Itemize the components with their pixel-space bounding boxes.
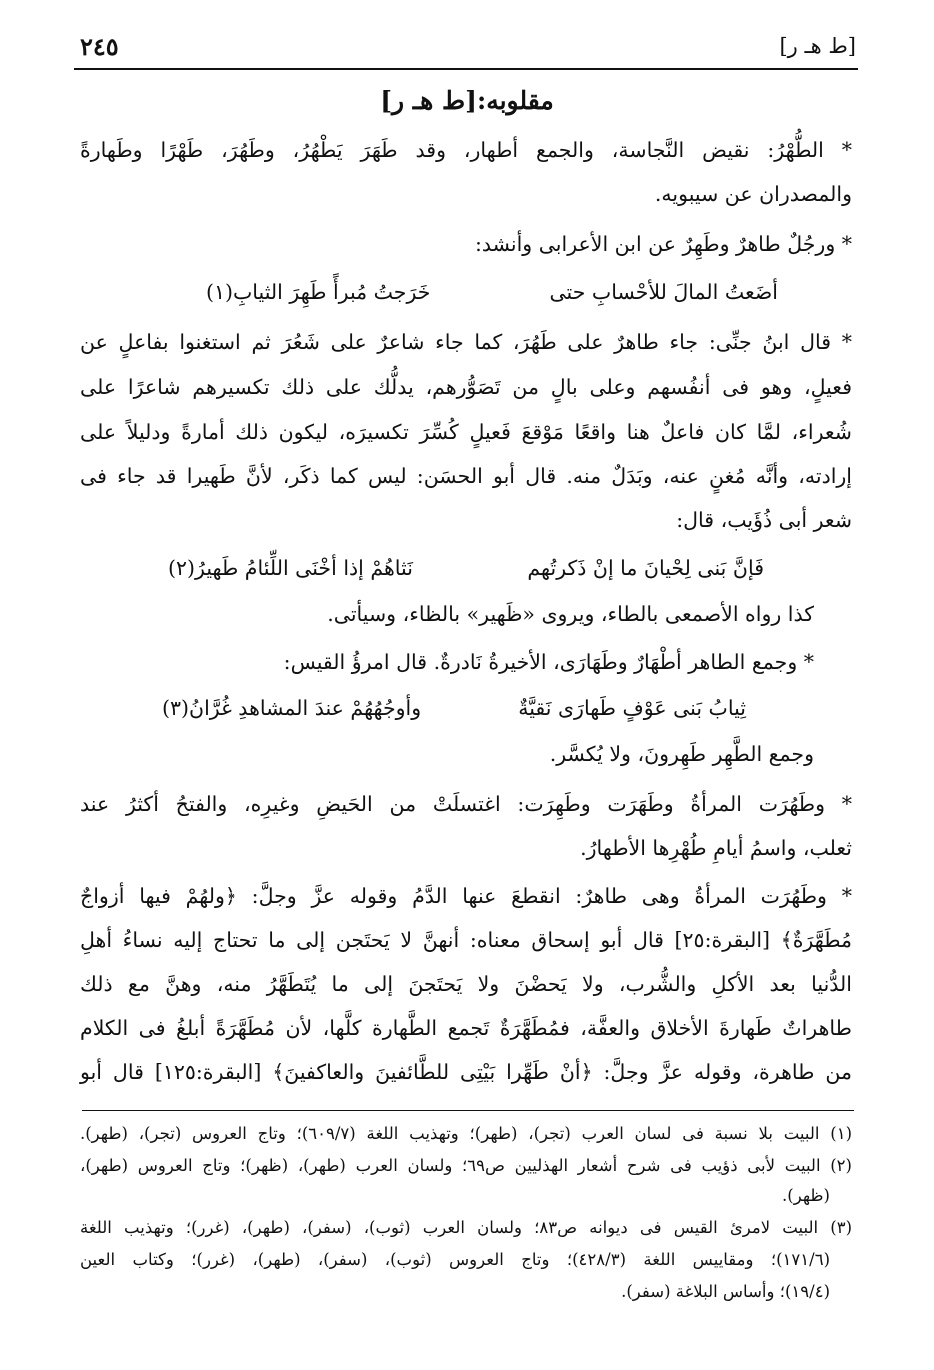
body-line: * الطُّهْرُ: نقيض النَّجاسة، والجمع أطهار، وقد طَهَرَ يَطْهُرُ، وطَهُرَ، طَهْرًا وطَهارةً	[80, 138, 852, 162]
header-rule	[74, 68, 858, 70]
footnote-line: (١٩/٤)؛ وأساس البلاغة (سفر).	[621, 1282, 830, 1301]
verse-hemistich-first: ثِيابُ بَنى عَوْفٍ طَهارَى نَقيَّةٌ	[518, 696, 746, 720]
body-line: والمصدران عن سيبويه.	[654, 182, 852, 206]
body-line: الدُّنيا بعد الأكلِ والشُّرب، ولا يَحضْنَ ولا يَحتَجنَ إلى ما يُتَطَهَّرُ منه، وهنَّ مع ذلك	[80, 972, 852, 996]
body-line: * وطَهُرَت المرأةُ وهى طاهرٌ: انقطعَ عنها الدَّمُ وقوله عزَّ وجلَّ: ﴿ولهُمْ فيها أزواجٌ	[80, 884, 852, 908]
body-line: مُطَهَّرَةٌ﴾ [البقرة:٢٥] قال أبو إسحاق معناه: أنهنَّ لا يَحتَجن إلى ما تحتاج إليه نساءُ أهلِ	[80, 928, 852, 952]
page-number: ٢٤٥	[80, 32, 119, 61]
verse-hemistich-second: خَرَجتُ مُبرأً طَهِرَ الثيابِ(١)	[206, 280, 431, 304]
body-line: وجمع الطَّهِر طَهِرونَ، ولا يُكسَّر.	[549, 742, 814, 766]
running-header-root: [ط هـ ر]	[779, 34, 856, 58]
body-line: * قال ابنُ جنِّى: جاء طاهرٌ على طَهُرَ، كما جاء شاعرٌ على شَعُرَ ثم استغنوا بفاعلٍ عن	[80, 330, 852, 354]
verse-hemistich-first: أضَعتُ المالَ للأحْسابِ حتى	[549, 280, 778, 304]
body-line: كذا رواه الأصمعى بالطاء، ويروى «ظَهير» بالظاء، وسيأتى.	[327, 602, 814, 626]
verse-hemistich-second: نَثاهُمْ إذا أخْنَى اللِّئامُ طَهيرُ(٢)	[168, 556, 413, 580]
body-line: * وجمع الطاهر أطْهَارٌ وطَهَارَى، الأخيرةُ نَادرةٌ. قال امرؤُ القيس:	[283, 650, 814, 674]
body-line: شُعراء، لمَّا كان فاعلٌ هنا واقعًا مَوْقعَ فَعيلٍ كُسِّرَ تكسيرَه، ليكون ذلك أمارةً ودليلاً على	[80, 420, 852, 444]
body-line: طاهراتٌ طَهارةَ الأخلاق والعفَّة، فمُطَهَّرَةٌ تَجمع الطَّهارة كلَّها، لأن مُطَهَّرَةً أبلغُ فى الكلام	[80, 1016, 852, 1040]
footnote-line: (٢) البيت لأبى ذؤيب فى شرح أشعار الهذليين ص٦٩؛ ولسان العرب (طهر)، (ظهر)؛ وتاج العروس (طهر)،	[80, 1156, 852, 1175]
body-line: شعر أبى ذُؤَيب، قال:	[676, 508, 852, 532]
body-line: إرادته، وأنَّه مُغنٍ عنه، وبَدَلٌ منه. قال أبو الحسَن: ليس كما ذكَر، لأنَّ طَهيرا قد جاء فى	[80, 464, 852, 488]
verse-hemistich-second: وأوجُهُهُمْ عندَ المشاهدِ غُرَّانُ(٣)	[162, 696, 422, 720]
body-line: ثعلب، واسمُ أيامِ طُهْرِها الأطهارُ.	[580, 836, 852, 860]
footnote-line: (ظهر).	[782, 1186, 830, 1205]
body-line: من طاهرة، وقوله عزَّ وجلَّ: ﴿أنْ طَهِّرا بَيْتِى للطَّائفينَ والعاكفينَ﴾ [البقرة:١٢٥] قال أبو	[80, 1060, 852, 1084]
body-line: * وطَهُرَت المرأةُ وطَهَرَت وطَهِرَت: اغتسلَتْ من الحَيضِ وغيرِه، والفتحُ أكثرُ عند	[80, 792, 852, 816]
footnote-line: (١٧١/٦)؛ ومقاييس اللغة (٤٢٨/٣)؛ وتاج العروس (ثوب)، (سفر)، (طهر)، (غرر)؛ وكتاب العين	[80, 1250, 830, 1269]
body-line: * ورجُلٌ طاهرٌ وطَهِرٌ عن ابن الأعرابى وأنشد:	[474, 232, 852, 256]
section-title: مقلوبه:[ط هـ ر]	[380, 86, 554, 115]
footnote-separator	[82, 1110, 854, 1111]
footnote-line: (٣) البيت لامرئ القيس فى ديوانه ص٨٣؛ ولسان العرب (ثوب)، (سفر)، (طهر)، (غرر)؛ وتهذيب اللغة	[80, 1218, 852, 1237]
footnote-line: (١) البيت بلا نسبة فى لسان العرب (تجر)، (طهر)؛ وتهذيب اللغة (٦٠٩/٧)؛ وتاج العروس (تجر)، (طهر).	[80, 1124, 852, 1143]
body-line: فعيلٍ، وهو فى أنفُسهم وعلى بالٍ من تَصَوُّرهم، يدلُّك على ذلك تكسيرهم شاعرًا على	[80, 375, 852, 399]
verse-hemistich-first: فَإنَّ بَنى لِحْيانَ ما إنْ ذَكرتُهم	[527, 556, 764, 580]
